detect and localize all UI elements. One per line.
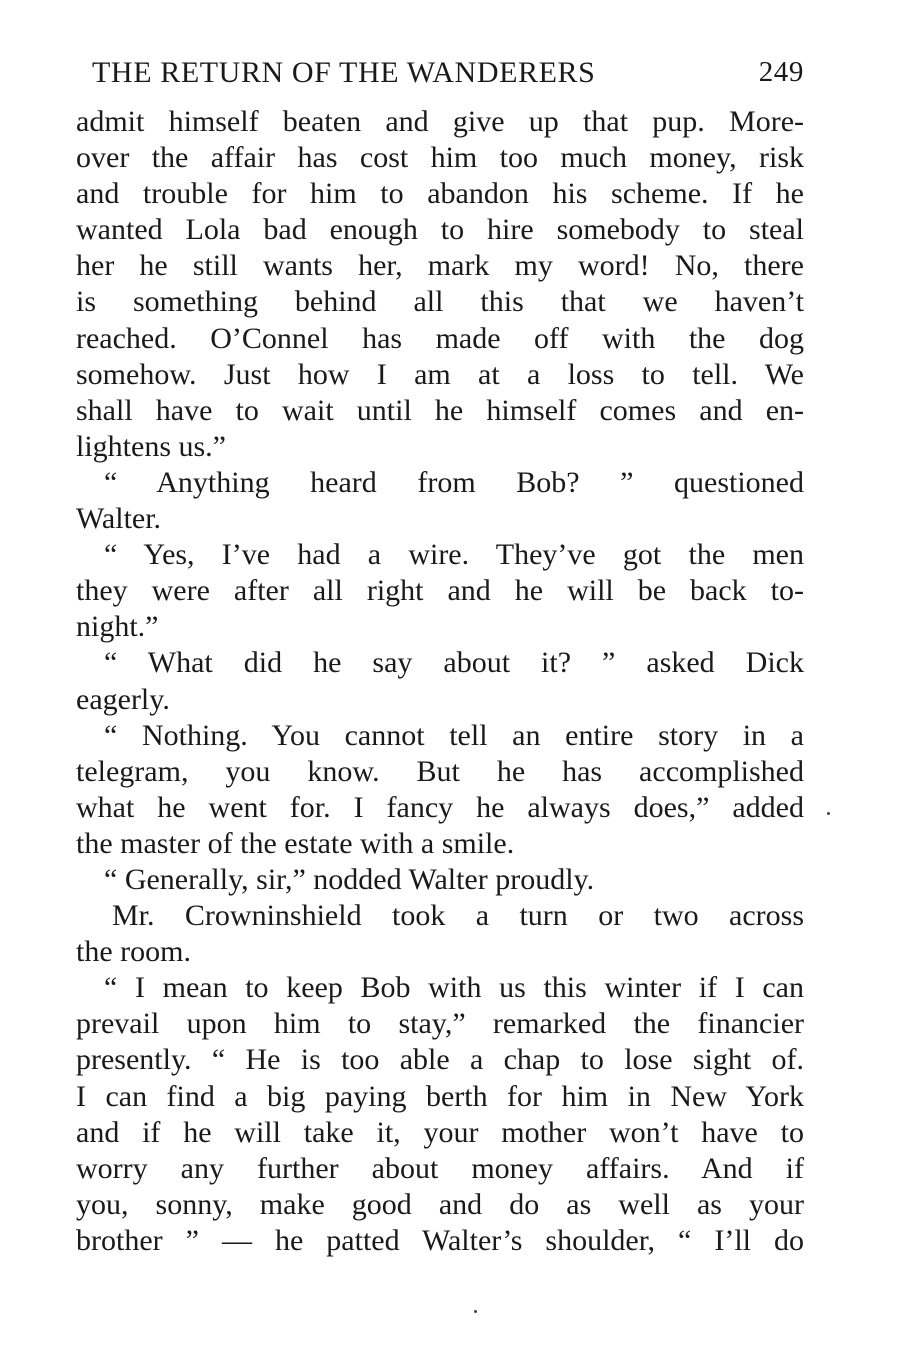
text-line: Walter.: [76, 502, 162, 536]
print-speck: [827, 812, 830, 815]
text-line: and trouble for him to abandon his scheme. If he: [76, 177, 804, 211]
text-line: brother ” — he patted Walter’s shoulder, “ I’ll do: [76, 1223, 804, 1257]
text-line: eagerly.: [76, 682, 170, 716]
text-line: the master of the estate with a smile.: [76, 826, 515, 860]
text-line: lightens us.”: [76, 429, 226, 463]
text-line: “ Yes, I’ve had a wire. They’ve got the men: [104, 538, 804, 572]
text-line: reached. O’Connel has made off with the dog: [76, 321, 804, 355]
running-head: [76, 48, 804, 100]
text-line: they were after all right and he will be back to-: [76, 574, 804, 608]
text-line: “ Generally, sir,” nodded Walter proudly.: [104, 862, 595, 896]
text-line: telegram, you know. But he has accomplished: [76, 754, 804, 788]
book-page: [76, 48, 804, 1259]
text-line: over the affair has cost him too much money, risk: [76, 141, 804, 175]
print-speck: [474, 1310, 477, 1313]
text-line: I can find a big paying berth for him in New York: [76, 1079, 804, 1113]
text-line: Mr. Crowninshield took a turn or two across: [112, 899, 804, 933]
text-line: night.”: [76, 610, 159, 644]
text-line: what he went for. I fancy he always does,” added: [76, 790, 804, 824]
text-line: “ Anything heard from Bob? ” questioned: [104, 465, 804, 499]
running-title: THE RETURN OF THE WANDERERS: [92, 56, 596, 89]
text-line: wanted Lola bad enough to hire somebody to steal: [76, 213, 804, 247]
text-line: prevail upon him to stay,” remarked the financier: [76, 1007, 804, 1041]
body-text: [76, 104, 804, 1259]
text-line: is something behind all this that we haven’t: [76, 285, 804, 319]
text-line: “ What did he say about it? ” asked Dick: [104, 646, 804, 680]
text-line: “ I mean to keep Bob with us this winter if I can: [104, 971, 804, 1005]
page-number: 249: [758, 56, 804, 88]
text-line: admit himself beaten and give up that pup. More-: [76, 105, 804, 138]
text-line: presently. “ He is too able a chap to lose sight of.: [76, 1043, 804, 1077]
text-line: the room.: [76, 935, 191, 969]
text-line: and if he will take it, your mother won’t have to: [76, 1115, 804, 1149]
text-line: her he still wants her, mark my word! No, there: [76, 249, 804, 283]
text-line: worry any further about money affairs. And if: [76, 1151, 804, 1185]
text-line: somehow. Just how I am at a loss to tell. We: [76, 357, 804, 391]
text-line: shall have to wait until he himself comes and en-: [76, 393, 804, 427]
text-line: “ Nothing. You cannot tell an entire story in a: [104, 718, 804, 752]
text-line: you, sonny, make good and do as well as your: [76, 1187, 804, 1221]
